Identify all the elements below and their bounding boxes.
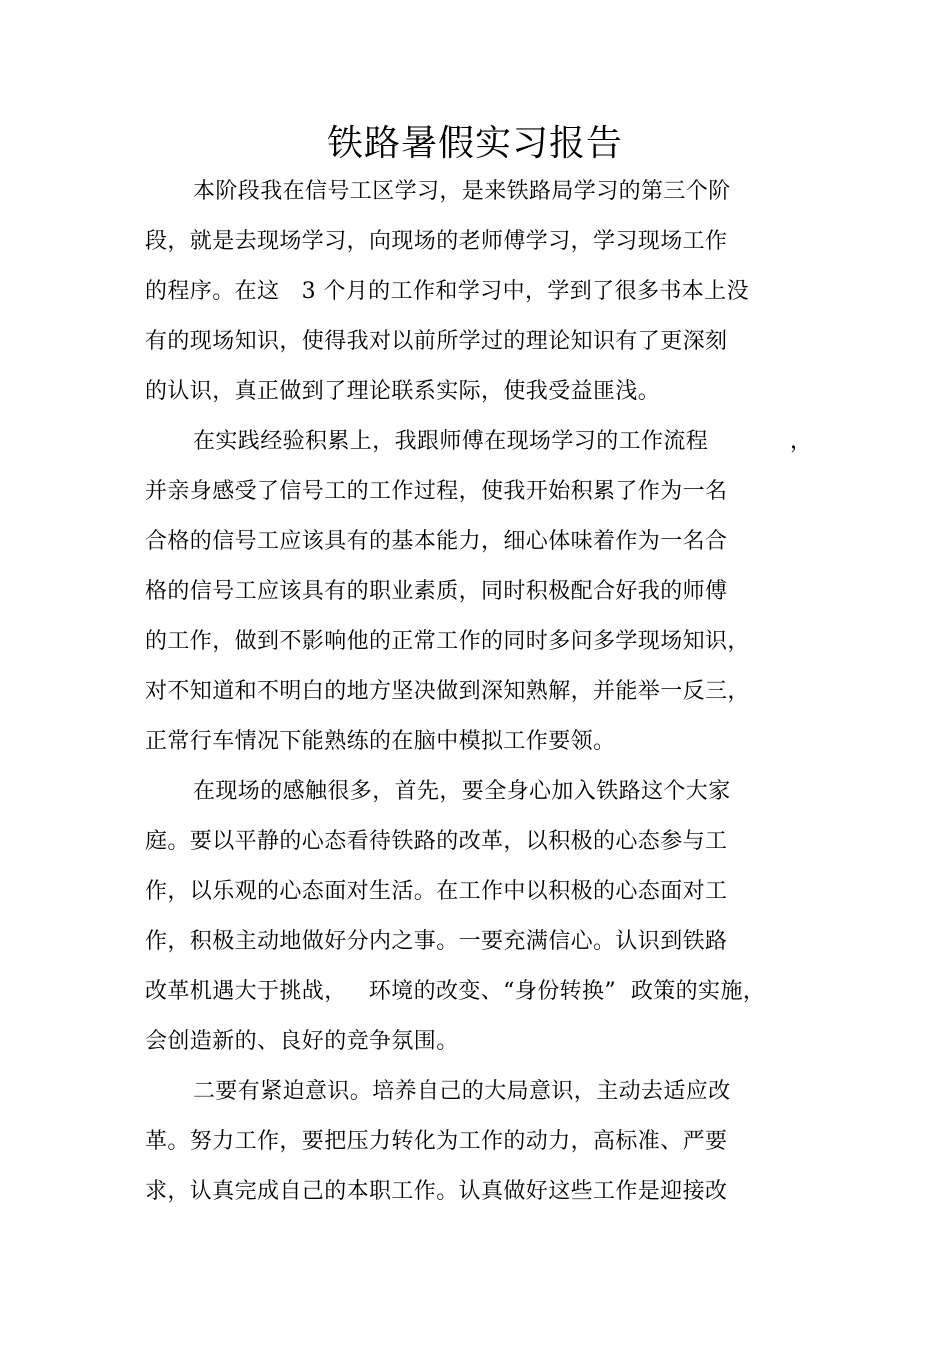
paragraph-line: 本阶段我在信号工区学习，是来铁路局学习的第三个阶: [193, 179, 731, 204]
paragraph-line: 有的现场知识，使得我对以前所学过的理论知识有了更深刻: [145, 329, 728, 354]
document-title: 铁路暑假实习报告: [326, 123, 623, 164]
paragraph-line: 求，认真完成自己的本职工作。认真做好这些工作是迎接改: [145, 1179, 728, 1204]
paragraph-line: 在现场的感触很多，首先，要全身心加入铁路这个大家: [193, 779, 731, 804]
paragraph-line: 正常行车情况下能熟练的在脑中模拟工作要领。: [145, 729, 616, 754]
paragraph-line: 作，积极主动地做好分内之事。一要充满信心。认识到铁路: [145, 929, 728, 954]
paragraph-line: 会创造新的、良好的竞争氛围。: [145, 1029, 459, 1054]
paragraph-line: 的工作，做到不影响他的正常工作的同时多问多学现场知识，: [145, 629, 750, 654]
paragraph-line: 段，就是去现场学习，向现场的老师傅学习，学习现场工作: [145, 229, 728, 254]
paragraph-line: 的程序。在这 3 个月的工作和学习中，学到了很多书本上没: [145, 279, 749, 304]
paragraph-line: 对不知道和不明白的地方坚决做到深知熟解，并能举一反三，: [145, 679, 750, 704]
paragraph-line: 二要有紧迫意识。培养自己的大局意识，主动去适应改: [193, 1079, 731, 1104]
paragraph-line: 改革机遇大于挑战， 环境的改变、“身份转换” 政策的实施，: [145, 979, 766, 1004]
paragraph-line: 在实践经验积累上，我跟师傅在现场学习的工作流程: [193, 429, 709, 454]
paragraph-line: 革。努力工作，要把压力转化为工作的动力，高标准、严要: [145, 1129, 728, 1154]
paragraph-line: 合格的信号工应该具有的基本能力，细心体味着作为一名合: [145, 529, 728, 554]
paragraph-line: 庭。要以平静的心态看待铁路的改革，以积极的心态参与工: [145, 829, 728, 854]
paragraph-line: 格的信号工应该具有的职业素质，同时积极配合好我的师傅: [145, 579, 728, 604]
stray-comma: ，: [790, 429, 813, 454]
paragraph-line: 并亲身感受了信号工的工作过程，使我开始积累了作为一名: [145, 479, 728, 504]
paragraph-line: 的认识，真正做到了理论联系实际，使我受益匪浅。: [145, 379, 661, 404]
paragraph-line: 作，以乐观的心态面对生活。在工作中以积极的心态面对工: [145, 879, 728, 904]
